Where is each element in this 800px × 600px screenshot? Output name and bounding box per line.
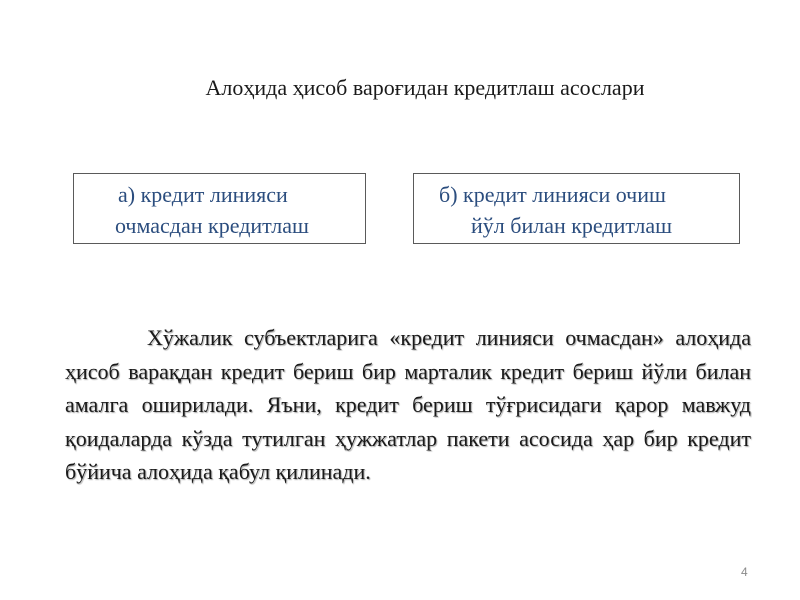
option-b-line-2: йўл билан кредитлаш xyxy=(471,213,673,238)
option-a-line-1: а) кредит линияси xyxy=(118,182,288,207)
option-b-line-1: б) кредит линияси очиш xyxy=(439,182,666,207)
body-paragraph: Хўжалик субъектларига «кредит линияси очмасдан» алоҳида ҳисоб варақдан кредит бериш бир марталик кредит бериш йўли билан амалга оширилади. Яъни, кредит бериш тўғрисидаги қарор мавжуд қоидаларда кўзда тутилган ҳужжатлар пакети асосида ҳар бир кредит бўйича алоҳида қабул қилинади. xyxy=(65,325,751,484)
slide-title: Алоҳида ҳисоб варoғидан кредитлаш асослари xyxy=(205,75,645,100)
page-number: 4 xyxy=(741,565,748,579)
option-box-b xyxy=(413,173,740,244)
option-box-a xyxy=(73,173,366,244)
option-a-line-2: очмасдан кредитлаш xyxy=(115,213,309,238)
